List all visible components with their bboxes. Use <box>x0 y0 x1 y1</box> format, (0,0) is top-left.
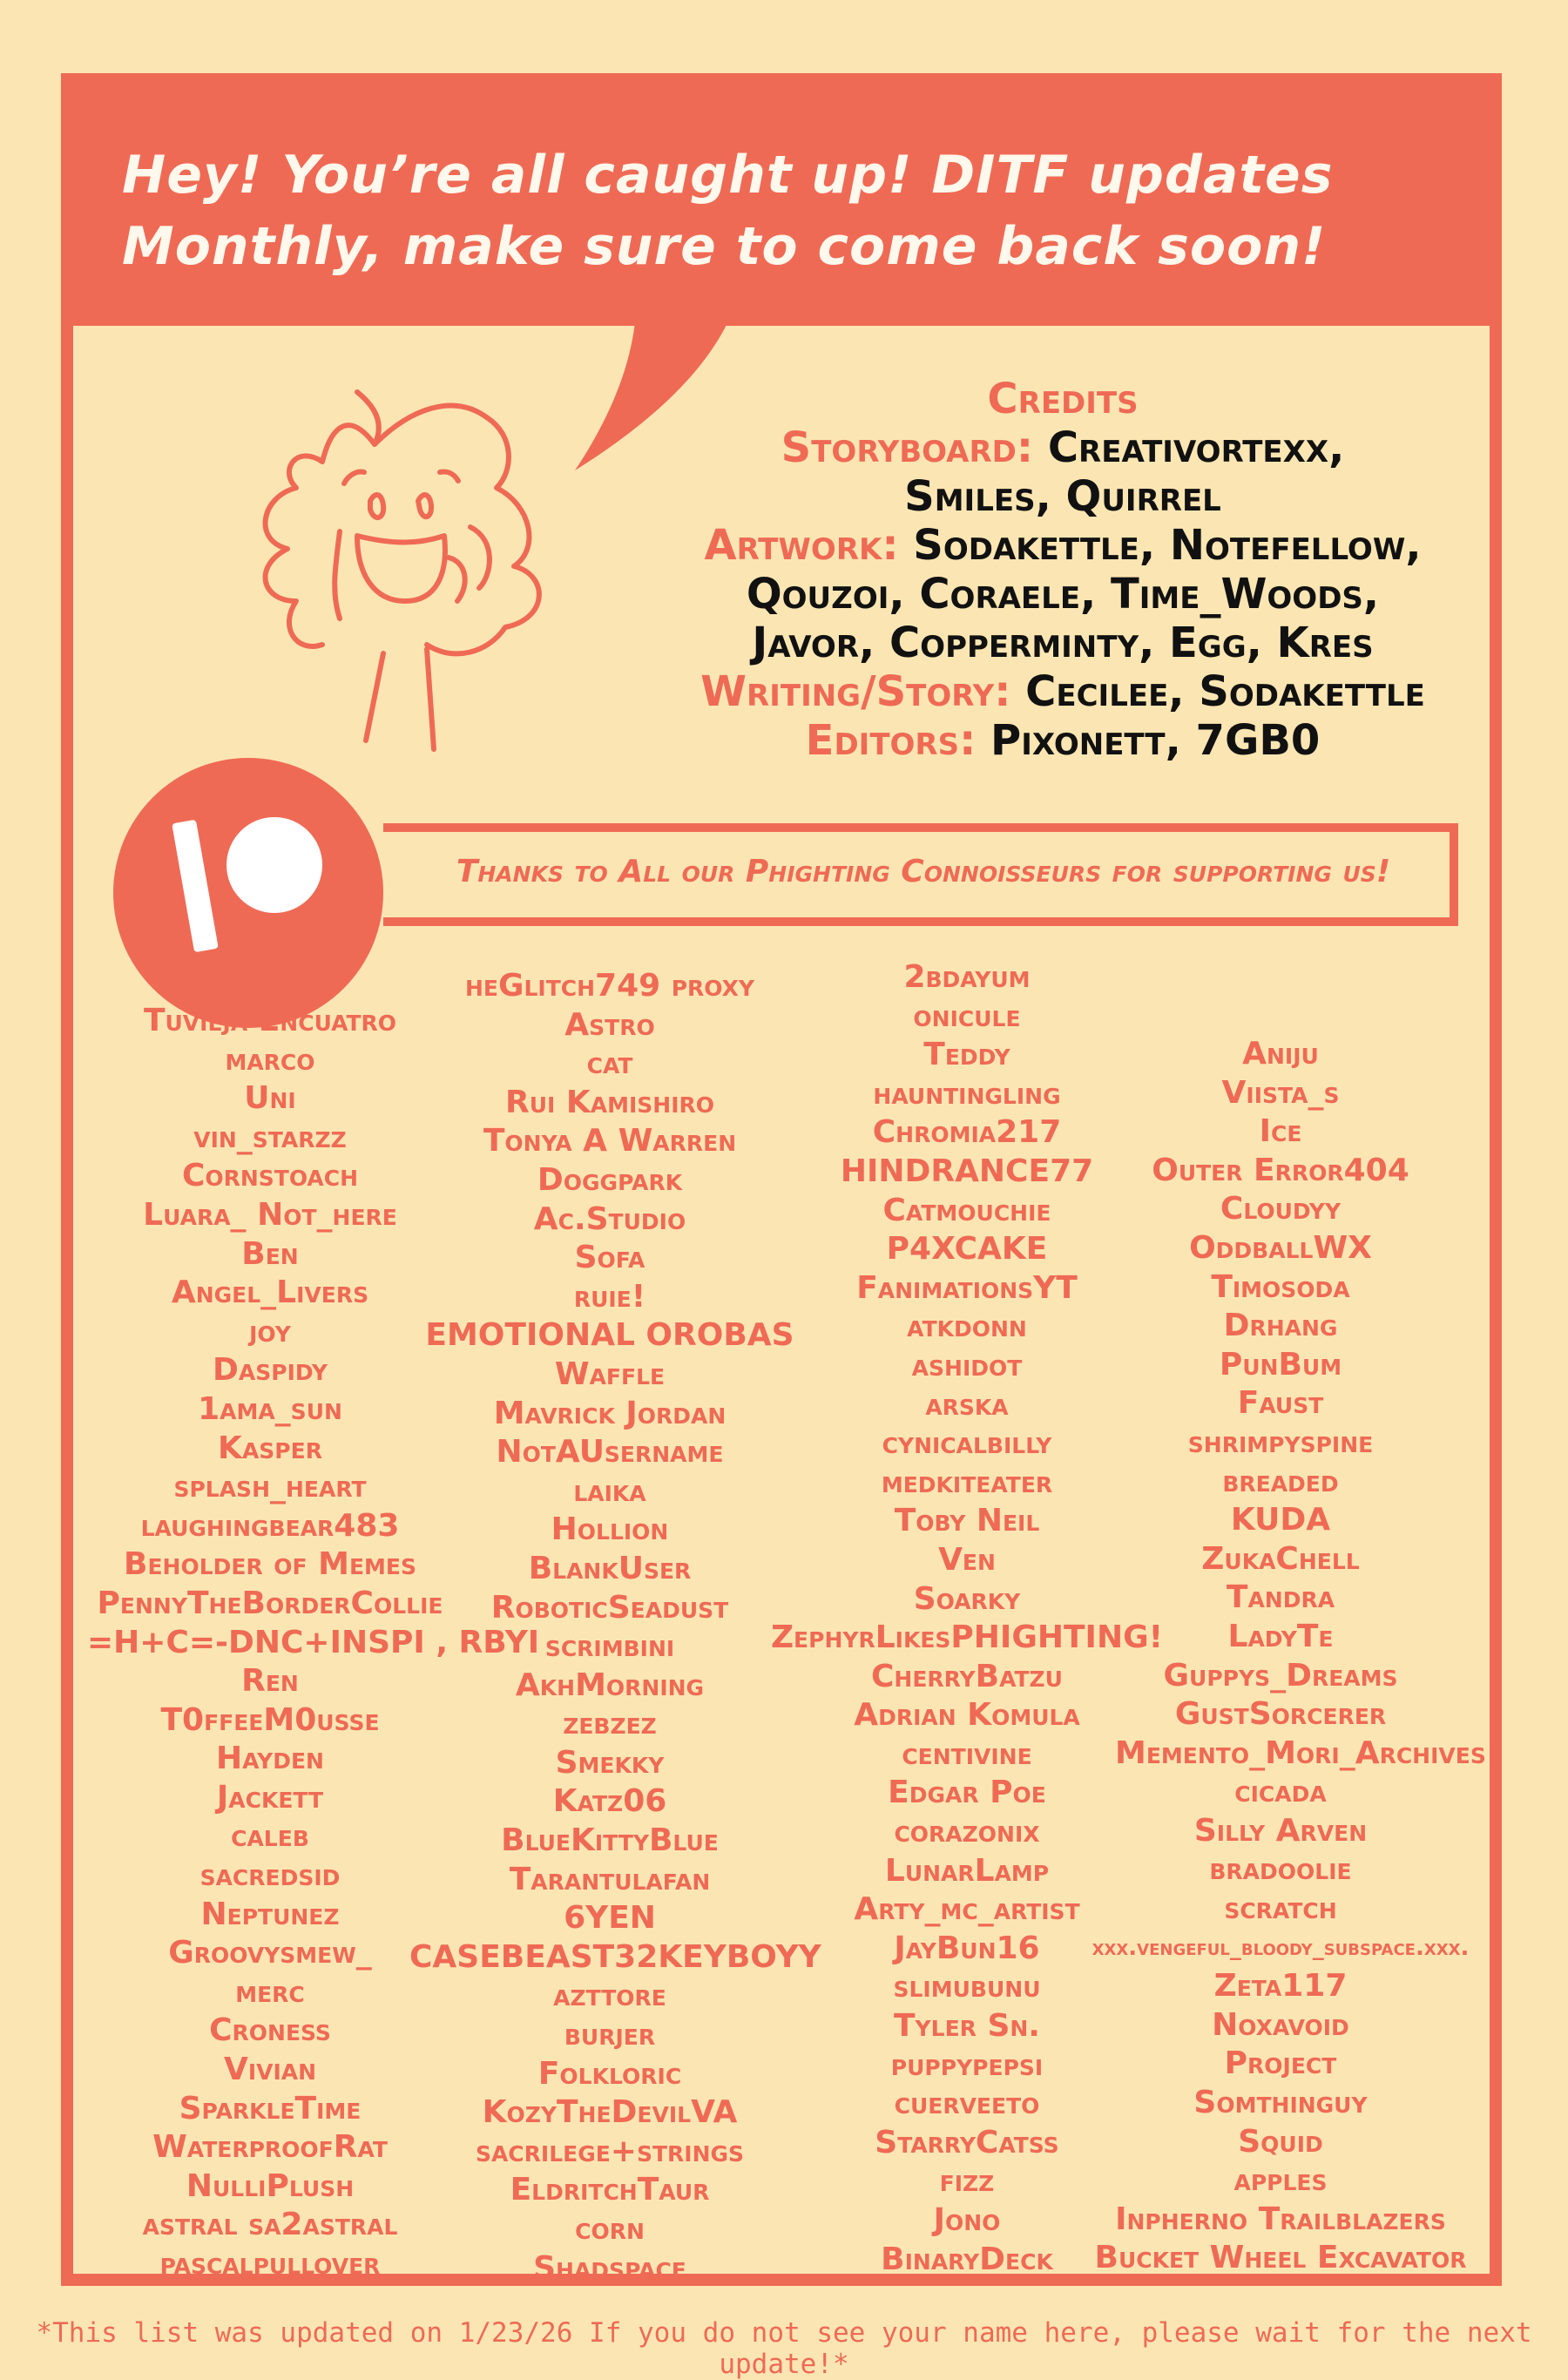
footer-note: *This list was updated on 1/23/26 If you do not see your name here, please wait for the next update!* <box>36 2317 1532 2380</box>
supporter-name: Astro <box>564 1006 655 1043</box>
supporter-name: Ven <box>938 1541 996 1578</box>
credits-storyboard <box>575 423 1551 472</box>
supporter-name: Kasper <box>218 1430 322 1466</box>
supporter-name: ZukaChell <box>1201 1540 1360 1577</box>
supporter-name: bradoolie <box>1209 1851 1352 1888</box>
supporter-name: Angel_Livers <box>171 1275 369 1311</box>
supporter-name: Hayden <box>216 1741 324 1777</box>
supporter-name: sacredsid <box>199 1857 341 1894</box>
supporter-name: Katz06 <box>552 1783 667 1820</box>
supporter-name: KUDA <box>1230 1502 1331 1538</box>
supporter-name: BlueKittyBlue <box>501 1822 719 1859</box>
supporter-name: Hollion <box>551 1511 669 1548</box>
supporter-name: Faust <box>1237 1385 1324 1422</box>
supporter-name: SparkleTime <box>179 2090 362 2126</box>
supporter-name: Guppys_Dreams <box>1163 1657 1398 1694</box>
supporter-name: Sofa <box>574 1240 645 1276</box>
credits-editors <box>575 716 1551 765</box>
supporter-name: xxx.vengeful_bloody_subspace.xxx. <box>1092 1934 1470 1961</box>
supporter-name: Ben <box>241 1235 299 1272</box>
supporter-name: centivine <box>902 1735 1032 1772</box>
supporter-name: Beholder of Memes <box>124 1546 416 1583</box>
supporter-name: Inpherno Trailblazers <box>1115 2201 1446 2237</box>
supporter-name: BlankUser <box>528 1550 692 1586</box>
supporter-name: Bucket Wheel Excavator <box>1094 2240 1467 2276</box>
supporter-name: burjer <box>564 2017 656 2053</box>
supporter-name: cynicalbilly <box>882 1425 1052 1462</box>
supporter-name: Doggpark <box>537 1161 683 1198</box>
artwork-label: Artwork: <box>704 521 899 570</box>
supporter-name: slimubunu <box>893 1969 1041 2005</box>
supporter-name: StarryCatss <box>875 2124 1059 2160</box>
supporter-name: Folkloric <box>537 2055 682 2092</box>
supporter-name: =H+C=-DNC+INSPI , RBYI <box>87 1624 540 1660</box>
banner-line-1: Hey! You’re all caught up! DITF updates <box>122 145 1334 206</box>
supporter-name: Ac.Studio <box>533 1200 686 1237</box>
supporter-name: Waffle <box>554 1356 666 1392</box>
supporter-name: Tyler Sn. <box>894 2008 1040 2045</box>
supporter-name: breaded <box>1222 1463 1339 1499</box>
thanks-text: Thanks to All our Phighting Connoisseurs for supporting us! <box>456 854 1391 889</box>
supporter-name: P4XCAKE <box>886 1231 1048 1268</box>
supporter-name: zebzez <box>563 1706 657 1742</box>
supporter-name: Arty_mc_artist <box>854 1891 1080 1928</box>
supporter-name: RoboticSeadust <box>490 1589 729 1626</box>
supporter-name: WaterproofRat <box>152 2129 388 2166</box>
supporter-name: Teddy <box>923 1037 1010 1073</box>
supporter-name: Ice <box>1259 1113 1302 1150</box>
writing-value: Cecilee, Sodakettle <box>1025 667 1425 716</box>
supporter-name: Jackett <box>216 1779 324 1815</box>
banner-line-2: Monthly, make sure to come back soon! <box>122 216 1327 277</box>
supporter-name: sacrilege+strings <box>475 2133 745 2169</box>
supporter-name: Mavrick Jordan <box>493 1395 727 1431</box>
supporter-name: Aniju <box>1242 1036 1319 1072</box>
storyboard-value-2: Smiles, Quirrel <box>904 472 1221 521</box>
supporter-name: Timosoda <box>1211 1268 1350 1305</box>
supporter-name: PunBum <box>1219 1346 1342 1383</box>
supporter-name: FanimationsYT <box>856 1269 1078 1306</box>
supporter-name: Somthinguy <box>1193 2085 1368 2121</box>
writing-label: Writing/Story: <box>700 667 1011 716</box>
supporter-name: PennyTheBorderCollie <box>97 1585 443 1621</box>
supporters-column-2 <box>409 967 821 2288</box>
supporter-name: EldritchTaur <box>510 2172 710 2208</box>
credits-artwork <box>575 521 1551 570</box>
credits-title: Credits <box>987 375 1139 423</box>
supporter-name: OddballWX <box>1189 1229 1372 1266</box>
supporter-name: splash_heart <box>173 1469 367 1505</box>
supporter-name: Shadspace <box>533 2249 686 2286</box>
supporter-name: NotAUsername <box>496 1434 724 1471</box>
editors-label: Editors: <box>805 716 977 765</box>
supporter-name: marco <box>225 1041 315 1078</box>
supporter-name: Jono <box>933 2202 1001 2238</box>
supporter-name: Tandra <box>1226 1579 1335 1616</box>
supporter-name: Catmouchie <box>882 1192 1051 1228</box>
supporter-name: Rui Kamishiro <box>504 1084 714 1120</box>
supporter-name: ashidot <box>911 1347 1023 1383</box>
supporters-column-4 <box>1080 1035 1486 2278</box>
supporter-name: Memento_Mori_Archives <box>1115 1734 1486 1771</box>
supporter-name: pascalpullover <box>159 2246 381 2282</box>
supporter-name: heGlitch749 proxy <box>464 968 755 1004</box>
supporter-name: atkdonn <box>907 1308 1027 1345</box>
supporter-name: Croness <box>209 2012 331 2049</box>
supporter-name: cuerveeto <box>894 2086 1040 2122</box>
supporter-name: Outer Error404 <box>1152 1152 1409 1188</box>
supporter-name: azttore <box>553 1978 666 2014</box>
supporter-name: Noxavoid <box>1212 2006 1349 2043</box>
artwork-value-2: Qouzoi, Coraele, Time_Woods, <box>746 570 1380 619</box>
supporter-name: JayBun16 <box>894 1930 1040 1966</box>
supporter-name: Tonya A Warren <box>483 1123 737 1160</box>
supporter-name: Project <box>1224 2045 1337 2082</box>
supporter-name: shrimpyspine <box>1187 1423 1374 1460</box>
supporter-name: Drhang <box>1223 1308 1338 1344</box>
supporter-name: Silly Arven <box>1193 1812 1368 1849</box>
supporter-name: T0ffeeM0usse <box>160 1701 380 1738</box>
supporter-name: GustSorcerer <box>1174 1696 1387 1733</box>
artwork-value-3: Javor, Copperminty, Egg, Kres <box>752 619 1374 667</box>
supporter-name: Groovysmew_ <box>168 1935 372 1971</box>
supporter-name: 1ama_sun <box>198 1390 342 1427</box>
editors-value: Pixonett, 7GB0 <box>990 716 1321 765</box>
supporter-name: scratch <box>1224 1890 1337 1927</box>
supporter-name: Viista_s <box>1221 1074 1340 1111</box>
supporter-name: Zeta117 <box>1213 1968 1348 2005</box>
supporter-name: apples <box>1233 2162 1328 2199</box>
supporter-name: CherryBatzu <box>871 1658 1063 1694</box>
supporter-name: Vivian <box>223 2052 317 2088</box>
storyboard-value-1: Creativortexx, <box>1047 423 1345 472</box>
supporter-name: Cloudyy <box>1220 1191 1342 1227</box>
credits-block <box>575 375 1551 765</box>
supporter-name: Uni <box>244 1080 296 1117</box>
artwork-value-1: Sodakettle, Notefellow, <box>913 521 1422 570</box>
supporter-name: corazonix <box>894 1814 1040 1850</box>
supporter-name: arska <box>925 1386 1009 1423</box>
supporter-name: Luara_ Not_here <box>143 1196 397 1233</box>
supporter-name: EMOTIONAL OROBAS <box>425 1317 794 1354</box>
supporter-name: Tuvieja Encuatro <box>143 1003 397 1038</box>
supporter-name: Tarantulafan <box>509 1861 711 1897</box>
supporter-name: puppypepsi <box>890 2046 1044 2083</box>
supporter-name: ZephyrLikesPHIGHTING! <box>770 1619 1164 1656</box>
supporter-name: NulliPlush <box>186 2167 355 2204</box>
character-doodle-icon <box>226 340 592 810</box>
supporter-name: 6YEN <box>564 1900 656 1937</box>
patreon-icon <box>113 758 383 1028</box>
supporter-name: Toby Neil <box>894 1503 1040 1539</box>
supporter-name: onicule <box>913 997 1021 1034</box>
supporter-name: scrimbini <box>544 1628 675 1665</box>
supporter-name: laughingbear483 <box>140 1507 400 1544</box>
supporter-name: HINDRANCE77 <box>840 1153 1094 1189</box>
credits-writing <box>575 667 1551 716</box>
patreon-bar <box>172 820 219 953</box>
supporter-name: Adrian Komula <box>854 1697 1080 1734</box>
supporter-name: Neptunez <box>200 1896 340 1932</box>
supporter-name: vin_starzz <box>193 1119 347 1155</box>
supporter-name: KozyTheDevilVA <box>482 2094 738 2131</box>
supporter-name: Ren <box>241 1663 299 1700</box>
supporter-name: cicada <box>1234 1774 1327 1810</box>
supporter-name: LadyTe <box>1227 1618 1334 1654</box>
supporter-name: merc <box>235 1973 305 2010</box>
supporter-name: ruie! <box>573 1278 646 1315</box>
banner-text <box>122 139 1481 282</box>
supporter-name: Smekky <box>555 1744 665 1781</box>
supporter-name: medkiteater <box>881 1464 1053 1500</box>
supporter-name: Daspidy <box>213 1352 328 1389</box>
supporter-name: LunarLamp <box>884 1852 1050 1889</box>
supporter-name: Cornstoach <box>181 1158 359 1194</box>
supporter-name: CASEBEAST32KEYBOYY <box>409 1938 821 1975</box>
supporters-column-1 <box>87 1002 540 2284</box>
supporter-name: astral sa2astral <box>142 2207 398 2243</box>
supporter-name: Squid <box>1238 2123 1323 2160</box>
supporter-name: Chromia217 <box>872 1114 1062 1151</box>
supporter-name: Soarky <box>913 1580 1021 1617</box>
supporter-name: BinaryDeck <box>881 2241 1053 2277</box>
supporter-name: fizz <box>939 2163 995 2200</box>
supporter-name: Edgar Poe <box>888 1775 1046 1811</box>
supporter-name: 2bdayum <box>903 959 1031 995</box>
storyboard-label: Storyboard: <box>781 423 1034 472</box>
supporter-name: joy <box>249 1313 291 1349</box>
supporter-name: AkhMorning <box>515 1667 705 1703</box>
supporter-name: laika <box>573 1472 646 1509</box>
supporter-name: hauntingling <box>873 1075 1061 1112</box>
patreon-dot <box>226 817 322 913</box>
supporter-name: caleb <box>231 1818 309 1855</box>
supporter-name: corn <box>575 2211 645 2247</box>
supporter-name: cat <box>586 1045 633 1082</box>
